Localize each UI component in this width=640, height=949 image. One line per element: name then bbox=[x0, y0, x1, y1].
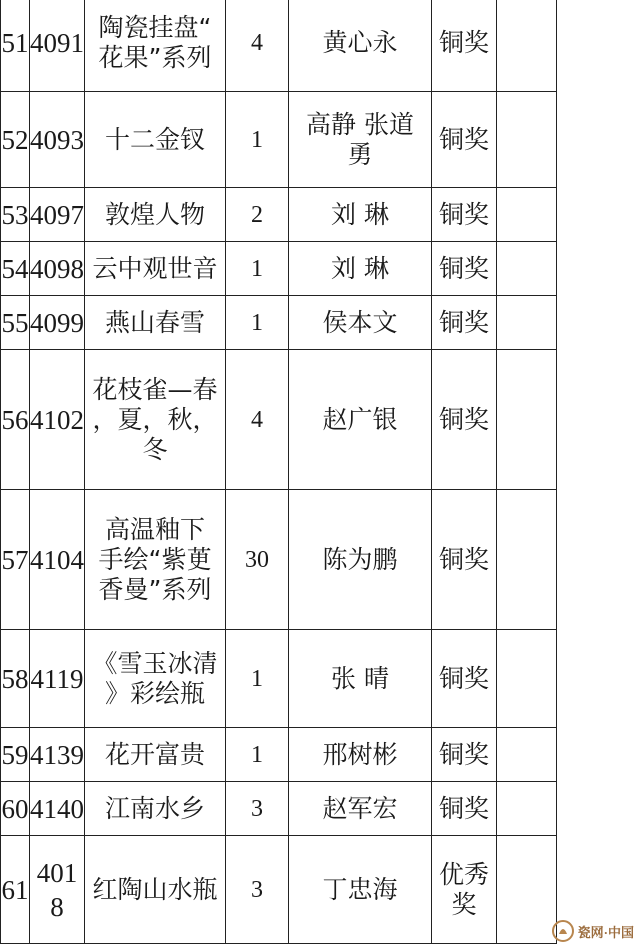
table-row bbox=[1, 242, 557, 296]
award-level-text: 铜奖 bbox=[438, 663, 489, 693]
award-level bbox=[432, 490, 497, 630]
award-level bbox=[432, 782, 497, 836]
entry-code-text: 4119 bbox=[30, 663, 84, 694]
row-number-text: 56 bbox=[1, 404, 29, 435]
work-title bbox=[85, 836, 226, 944]
work-title-text: 《雪玉冰清 》彩绘瓶 bbox=[92, 648, 218, 708]
work-title-text: 花开富贵 bbox=[104, 739, 205, 769]
blank-cell bbox=[497, 490, 557, 630]
blank-cell bbox=[497, 92, 557, 188]
row-number bbox=[1, 490, 30, 630]
quantity bbox=[226, 242, 289, 296]
row-number-text: 57 bbox=[1, 544, 29, 575]
award-level-text: 铜奖 bbox=[438, 199, 489, 229]
quantity bbox=[226, 728, 289, 782]
quantity bbox=[226, 836, 289, 944]
work-title bbox=[85, 188, 226, 242]
award-level-text: 铜奖 bbox=[438, 404, 489, 434]
author-name-text: 陈为鹏 bbox=[322, 544, 398, 574]
award-level-text: 铜奖 bbox=[438, 28, 489, 57]
work-title bbox=[85, 728, 226, 782]
award-level bbox=[432, 0, 497, 92]
table-row bbox=[1, 490, 557, 630]
entry-code bbox=[30, 296, 85, 350]
award-table-body bbox=[1, 0, 557, 944]
entry-code bbox=[30, 836, 85, 944]
quantity bbox=[226, 782, 289, 836]
award-level bbox=[432, 728, 497, 782]
entry-code-text: 4099 bbox=[30, 307, 84, 338]
award-level bbox=[432, 630, 497, 728]
award-level bbox=[432, 296, 497, 350]
row-number bbox=[1, 296, 30, 350]
entry-code-text: 4093 bbox=[30, 124, 84, 155]
quantity-text: 4 bbox=[251, 30, 263, 56]
table-row bbox=[1, 92, 557, 188]
row-number bbox=[1, 0, 30, 92]
work-title bbox=[85, 92, 226, 188]
quantity bbox=[226, 630, 289, 728]
work-title-text: 红陶山水瓶 bbox=[92, 874, 218, 904]
row-number bbox=[1, 188, 30, 242]
work-title bbox=[85, 630, 226, 728]
entry-code-text: 4139 bbox=[30, 739, 84, 770]
work-title-text: 高温釉下 手绘“紫茰 香曼”系列 bbox=[98, 514, 212, 604]
entry-code bbox=[30, 630, 85, 728]
author-name-text: 侯本文 bbox=[322, 307, 398, 337]
work-title-text: 云中观世音 bbox=[92, 253, 218, 283]
blank-cell bbox=[497, 242, 557, 296]
entry-code-text: 4091 bbox=[30, 28, 84, 58]
quantity-text: 1 bbox=[251, 255, 263, 282]
entry-code bbox=[30, 92, 85, 188]
quantity bbox=[226, 188, 289, 242]
entry-code bbox=[30, 188, 85, 242]
entry-code bbox=[30, 242, 85, 296]
author-name bbox=[289, 836, 432, 944]
row-number-text: 53 bbox=[1, 199, 29, 230]
table-row bbox=[1, 296, 557, 350]
award-level-text: 铜奖 bbox=[438, 793, 489, 823]
author-name-text: 刘 琳 bbox=[331, 253, 389, 283]
entry-code-text: 4140 bbox=[30, 793, 84, 824]
table-row bbox=[1, 0, 557, 92]
row-number bbox=[1, 630, 30, 728]
row-number-text: 51 bbox=[1, 28, 29, 58]
row-number-text: 58 bbox=[1, 663, 29, 694]
author-name bbox=[289, 490, 432, 630]
work-title-text: 敦煌人物 bbox=[104, 199, 205, 229]
row-number bbox=[1, 782, 30, 836]
author-name-text: 高静 张道 勇 bbox=[306, 109, 414, 169]
quantity-text: 1 bbox=[251, 665, 263, 692]
row-number bbox=[1, 242, 30, 296]
entry-code bbox=[30, 490, 85, 630]
row-number-text: 54 bbox=[1, 253, 29, 284]
author-name-text: 黄心永 bbox=[322, 28, 398, 57]
blank-cell bbox=[497, 728, 557, 782]
author-name bbox=[289, 630, 432, 728]
entry-code bbox=[30, 782, 85, 836]
author-name bbox=[289, 728, 432, 782]
quantity bbox=[226, 296, 289, 350]
entry-code-text: 401 8 bbox=[36, 857, 78, 922]
work-title-text: 十二金钗 bbox=[104, 124, 205, 154]
row-number bbox=[1, 350, 30, 490]
entry-code-text: 4102 bbox=[30, 404, 84, 435]
blank-cell bbox=[497, 188, 557, 242]
row-number-text: 61 bbox=[1, 874, 29, 905]
author-name bbox=[289, 296, 432, 350]
entry-code-text: 4104 bbox=[30, 544, 84, 575]
table-row bbox=[1, 350, 557, 490]
entry-code-text: 4097 bbox=[30, 199, 84, 230]
row-number bbox=[1, 92, 30, 188]
award-level bbox=[432, 92, 497, 188]
author-name-text: 赵广银 bbox=[322, 404, 398, 434]
author-name-text: 张 晴 bbox=[331, 663, 389, 693]
author-name-text: 赵军宏 bbox=[322, 793, 398, 823]
quantity-text: 1 bbox=[251, 741, 263, 768]
author-name-text: 刘 琳 bbox=[331, 199, 389, 229]
entry-code-text: 4098 bbox=[30, 253, 84, 284]
award-level bbox=[432, 836, 497, 944]
work-title-text: 江南水乡 bbox=[104, 793, 205, 823]
quantity-text: 2 bbox=[251, 201, 263, 228]
work-title-text: 陶瓷挂盘“ 花果”系列 bbox=[98, 13, 212, 72]
quantity-text: 1 bbox=[251, 126, 263, 153]
table-row bbox=[1, 728, 557, 782]
blank-cell bbox=[497, 836, 557, 944]
author-name bbox=[289, 0, 432, 92]
award-level-text: 优秀 奖 bbox=[438, 859, 489, 919]
table-row bbox=[1, 188, 557, 242]
entry-code bbox=[30, 350, 85, 490]
work-title bbox=[85, 296, 226, 350]
work-title bbox=[85, 350, 226, 490]
quantity bbox=[226, 0, 289, 92]
quantity bbox=[226, 490, 289, 630]
quantity-text: 3 bbox=[251, 876, 263, 903]
award-level-text: 铜奖 bbox=[438, 739, 489, 769]
author-name bbox=[289, 92, 432, 188]
porcelain-logo-icon bbox=[551, 919, 575, 943]
work-title bbox=[85, 0, 226, 92]
author-name bbox=[289, 242, 432, 296]
table-row bbox=[1, 630, 557, 728]
work-title bbox=[85, 242, 226, 296]
award-level-text: 铜奖 bbox=[438, 544, 489, 574]
award-level-text: 铜奖 bbox=[438, 307, 489, 337]
row-number bbox=[1, 836, 30, 944]
quantity-text: 3 bbox=[251, 795, 263, 822]
award-level bbox=[432, 350, 497, 490]
watermark bbox=[551, 919, 634, 943]
quantity-text: 30 bbox=[245, 546, 269, 573]
row-number-text: 52 bbox=[1, 124, 29, 155]
row-number-text: 60 bbox=[1, 793, 29, 824]
quantity bbox=[226, 92, 289, 188]
blank-cell bbox=[497, 350, 557, 490]
table-row bbox=[1, 782, 557, 836]
award-level-text: 铜奖 bbox=[438, 124, 489, 154]
blank-cell bbox=[497, 782, 557, 836]
entry-code bbox=[30, 0, 85, 92]
blank-cell bbox=[497, 0, 557, 92]
award-level bbox=[432, 242, 497, 296]
entry-code bbox=[30, 728, 85, 782]
award-level-text: 铜奖 bbox=[438, 253, 489, 283]
author-name-text: 丁忠海 bbox=[322, 874, 398, 904]
work-title-text: 燕山春雪 bbox=[104, 307, 205, 337]
quantity bbox=[226, 350, 289, 490]
work-title-text: 花枝雀—春 ，夏，秋， 冬 bbox=[92, 374, 218, 464]
author-name-text: 邢树彬 bbox=[322, 739, 398, 769]
row-number-text: 55 bbox=[1, 307, 29, 338]
blank-cell bbox=[497, 630, 557, 728]
watermark-text: 瓷网·中国 bbox=[577, 924, 634, 940]
award-level bbox=[432, 188, 497, 242]
work-title bbox=[85, 782, 226, 836]
blank-cell bbox=[497, 296, 557, 350]
quantity-text: 1 bbox=[251, 309, 263, 336]
row-number bbox=[1, 728, 30, 782]
work-title bbox=[85, 490, 226, 630]
author-name bbox=[289, 350, 432, 490]
table-row bbox=[1, 836, 557, 944]
row-number-text: 59 bbox=[1, 739, 29, 770]
author-name bbox=[289, 188, 432, 242]
quantity-text: 4 bbox=[251, 406, 263, 433]
author-name bbox=[289, 782, 432, 836]
